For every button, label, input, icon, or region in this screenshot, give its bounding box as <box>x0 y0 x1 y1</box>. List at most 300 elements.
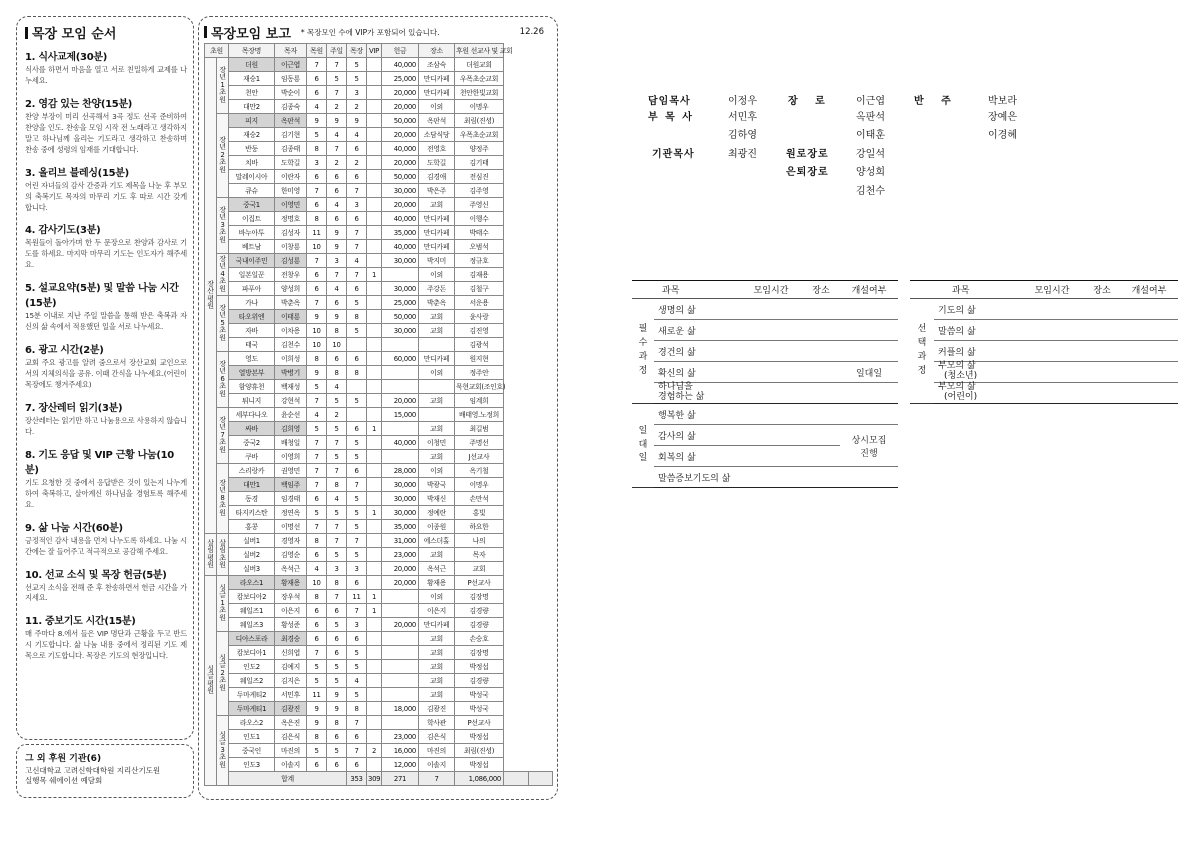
offering-cell: 20,000 <box>382 86 419 100</box>
support-cell: 손만석 <box>455 492 504 506</box>
course-place-cell <box>1084 320 1120 341</box>
mokjang-name-cell: 두마게티1 <box>229 702 275 716</box>
meeting-step-title: 1. 식사교제(30분) <box>25 52 107 63</box>
place-cell: 만디카페 <box>419 72 455 86</box>
members-cell: 7 <box>307 394 327 408</box>
sunday-cell: 4 <box>327 492 347 506</box>
support-cell: 김경량 <box>455 618 504 632</box>
course-name-cell: 커플의 삶 <box>934 341 1084 362</box>
meeting-step <box>25 446 187 511</box>
vip-cell <box>367 254 382 268</box>
mokjang-name-cell: 실버3 <box>229 562 275 576</box>
members-cell: 6 <box>307 618 327 632</box>
sunday-cell: 2 <box>327 156 347 170</box>
support-cell: 최길범 <box>455 422 504 436</box>
sunday-cell: 6 <box>327 170 347 184</box>
staff-name: 김천수 <box>856 186 885 197</box>
table-row <box>205 324 553 338</box>
meet-cell: 7 <box>347 184 367 198</box>
table-row <box>205 380 553 394</box>
mokjang-name-cell: 재승1 <box>229 72 275 86</box>
vip-cell <box>367 436 382 450</box>
cho-won-cell <box>217 464 229 534</box>
table-row <box>205 702 553 716</box>
mokjang-name-cell: 이집트 <box>229 212 275 226</box>
members-cell: 10 <box>307 240 327 254</box>
support-cell: P선교사 <box>455 576 504 590</box>
offering-cell: 50,000 <box>382 114 419 128</box>
mokjang-name-cell: 캄보디아1 <box>229 646 275 660</box>
support-cell: 원지현 <box>455 352 504 366</box>
plain-group-cell <box>205 534 217 576</box>
offering-cell <box>382 366 419 380</box>
leader-cell: 김영순 <box>275 548 307 562</box>
meeting-step-desc: 식사를 하면서 마음을 열고 서로 친밀하게 교제를 나누세요. <box>25 65 187 85</box>
offering-cell: 28,000 <box>382 464 419 478</box>
vip-cell <box>367 646 382 660</box>
total-label: 합계 <box>229 772 347 786</box>
meet-cell: 3 <box>347 562 367 576</box>
support-cell: 김진영 <box>455 324 504 338</box>
meet-cell: 2 <box>347 100 367 114</box>
course-open-cell <box>1120 320 1178 341</box>
vip-cell <box>367 86 382 100</box>
place-cell: 교회 <box>419 450 455 464</box>
sunday-cell: 9 <box>327 226 347 240</box>
vip-cell <box>367 184 382 198</box>
meeting-step-desc: 장산레터는 읽기만 하고 나눔용으로 사용하지 않습니다. <box>25 415 187 436</box>
table-row <box>205 730 553 744</box>
members-cell: 6 <box>307 758 327 772</box>
sunday-cell: 2 <box>327 100 347 114</box>
table-row <box>205 310 553 324</box>
place-cell: 교회 <box>419 548 455 562</box>
offering-cell: 15,000 <box>382 408 419 422</box>
members-cell: 3 <box>307 156 327 170</box>
mokjang-name-cell: 바누아투 <box>229 226 275 240</box>
place-cell: 교회 <box>419 632 455 646</box>
vip-cell <box>367 618 382 632</box>
members-cell: 6 <box>307 72 327 86</box>
sunday-cell: 7 <box>327 142 347 156</box>
vip-cell <box>367 338 382 352</box>
course-open-note: 일대일 <box>840 362 898 383</box>
course-section-cell <box>910 299 934 404</box>
support-cell: 김기태 <box>455 156 504 170</box>
table-row <box>205 254 553 268</box>
table-row <box>205 674 553 688</box>
mokjang-name-cell: 함양휴천 <box>229 380 275 394</box>
members-cell: 8 <box>307 534 327 548</box>
meet-cell <box>347 380 367 394</box>
cho-won-cell <box>217 296 229 352</box>
sunday-cell: 7 <box>327 520 347 534</box>
meeting-step-title: 6. 광고 시간(2분) <box>25 345 104 357</box>
support-cell: 박태수 <box>455 226 504 240</box>
cho-won-label: 장 년 5 초 원 <box>219 304 226 342</box>
meeting-step <box>25 399 187 438</box>
course-place-cell <box>1084 383 1120 404</box>
meeting-step-title: 11. 중보기도 시간(15분) <box>25 616 136 628</box>
vip-cell <box>367 450 382 464</box>
course-open-cell <box>1120 362 1178 383</box>
meeting-order-panel <box>16 16 194 740</box>
course-name-cell: 회복의 삶 <box>654 446 802 467</box>
staff-label: 은퇴장로 <box>786 167 829 178</box>
mokjang-name-cell: 세부다나오 <box>229 408 275 422</box>
sunday-cell: 4 <box>327 282 347 296</box>
vip-cell <box>367 534 382 548</box>
leader-cell: 임경태 <box>275 492 307 506</box>
members-cell: 11 <box>307 226 327 240</box>
sunday-cell: 7 <box>327 590 347 604</box>
members-cell: 10 <box>307 576 327 590</box>
support-cell: 목자 <box>455 548 504 562</box>
meeting-step <box>25 164 187 214</box>
leader-cell: 전창우 <box>275 268 307 282</box>
meet-cell: 7 <box>347 744 367 758</box>
place-cell: 교회 <box>419 324 455 338</box>
course-header-row <box>632 281 898 299</box>
vip-cell <box>367 128 382 142</box>
offering-cell: 20,000 <box>382 128 419 142</box>
table-row <box>205 282 553 296</box>
offering-cell: 30,000 <box>382 254 419 268</box>
table-row <box>205 72 553 86</box>
sunday-cell: 5 <box>327 394 347 408</box>
vip-cell <box>367 464 382 478</box>
place-cell: 만디카페 <box>419 86 455 100</box>
col-header: 목장 <box>347 44 367 58</box>
members-cell: 9 <box>307 310 327 324</box>
table-row <box>205 352 553 366</box>
members-cell: 7 <box>307 58 327 72</box>
sunday-cell: 6 <box>327 646 347 660</box>
meeting-step-desc: 기도 요청한 것 중에서 응답받은 것이 있는지 나누게 하여 축복하고, 살아계신 하나님을 경험토록 해주세요. <box>25 477 187 509</box>
meeting-step-title: 7. 장산레터 읽기(3분) <box>25 402 123 414</box>
mokjang-name-cell: 열방본부 <box>229 366 275 380</box>
course-section-label: 일 대 일 <box>638 425 648 464</box>
place-cell: 조삼숙 <box>419 58 455 72</box>
place-cell <box>419 380 455 394</box>
place-cell: 교회 <box>419 394 455 408</box>
cho-won-label: 장 년 7 초 원 <box>219 416 226 454</box>
meet-cell: 9 <box>347 114 367 128</box>
cho-won-cell <box>217 58 229 114</box>
table-row <box>205 198 553 212</box>
sunday-cell: 9 <box>327 310 347 324</box>
meet-cell: 6 <box>347 212 367 226</box>
mokjang-name-cell: 영도 <box>229 352 275 366</box>
members-cell: 5 <box>307 744 327 758</box>
course-row <box>632 320 898 341</box>
place-cell: 이은지 <box>419 604 455 618</box>
sunday-cell: 5 <box>327 744 347 758</box>
meet-cell: 6 <box>347 632 367 646</box>
support-cell: 양정주 <box>455 142 504 156</box>
leader-cell: 경영자 <box>275 534 307 548</box>
meeting-step-desc: 선교지 소식을 전해 준 후 찬송하면서 헌금 시간을 가지세요. <box>25 582 187 603</box>
mokjang-name-cell: 웨일즈3 <box>229 618 275 632</box>
meeting-step-desc: 긍정적인 감사 내용을 먼저 나누도록 하세요. 나눔 시간에는 잘 들어주고 적극적으로 공감해 주세요. <box>25 535 187 556</box>
leader-cell: 장우석 <box>275 590 307 604</box>
leader-cell: 박춘옥 <box>275 296 307 310</box>
table-row <box>205 268 553 282</box>
meet-cell: 7 <box>347 716 367 730</box>
members-cell: 6 <box>307 282 327 296</box>
meeting-step <box>25 95 187 156</box>
meet-cell: 5 <box>347 548 367 562</box>
course-name-cell: 행복한 삶 <box>654 404 802 425</box>
table-row <box>205 660 553 674</box>
mokjang-name-cell: 실버1 <box>229 534 275 548</box>
mokjang-name-cell: 쿠바 <box>229 450 275 464</box>
offering-cell: 30,000 <box>382 492 419 506</box>
cho-won-label: 장 년 1 초 원 <box>219 66 226 104</box>
support-cell: 김광석 <box>455 338 504 352</box>
mokjang-name-cell: 재승2 <box>229 128 275 142</box>
place-cell: 교회 <box>419 674 455 688</box>
course-open-cell <box>840 299 898 320</box>
members-cell: 4 <box>307 408 327 422</box>
members-cell: 7 <box>307 254 327 268</box>
offering-cell: 30,000 <box>382 282 419 296</box>
sunday-cell: 4 <box>327 128 347 142</box>
members-cell: 6 <box>307 492 327 506</box>
leader-cell: 이창룡 <box>275 240 307 254</box>
staff-name: 이정우 <box>728 96 757 107</box>
offering-cell <box>382 646 419 660</box>
leader-cell: 배청일 <box>275 436 307 450</box>
meet-cell: 11 <box>347 590 367 604</box>
support-cell: 박성국 <box>455 702 504 716</box>
sponsor-line-2: 실행목 쉐에이션 예담회 <box>25 776 103 786</box>
leader-cell: 이태룡 <box>275 310 307 324</box>
members-cell: 9 <box>307 702 327 716</box>
table-row <box>205 492 553 506</box>
place-cell <box>419 338 455 352</box>
cho-won-label: 장 년 6 초 원 <box>219 360 226 398</box>
meeting-step-title: 8. 기도 응답 및 VIP 근황 나눔(10분) <box>25 449 174 476</box>
total-meet: 271 <box>382 772 419 786</box>
table-row <box>205 520 553 534</box>
vip-cell <box>367 478 382 492</box>
leader-cell: 박병기 <box>275 366 307 380</box>
offering-cell <box>382 380 419 394</box>
sunday-cell: 5 <box>327 422 347 436</box>
leader-cell: 김은식 <box>275 730 307 744</box>
place-cell: 이외 <box>419 100 455 114</box>
support-cell: 박정섭 <box>455 758 504 772</box>
members-cell: 6 <box>307 198 327 212</box>
offering-cell: 30,000 <box>382 506 419 520</box>
meet-cell: 7 <box>347 240 367 254</box>
cho-won-label: 장 년 4 초 원 <box>219 255 226 293</box>
meet-cell: 5 <box>347 688 367 702</box>
col-header: 헌금 <box>382 44 419 58</box>
offering-cell: 60,000 <box>382 352 419 366</box>
mokjang-name-cell: 라오스1 <box>229 576 275 590</box>
table-row <box>205 436 553 450</box>
course-row <box>632 425 898 446</box>
vip-cell <box>367 72 382 86</box>
leader-cell: 김희영 <box>275 422 307 436</box>
support-cell: 김경량 <box>455 604 504 618</box>
vip-cell <box>367 548 382 562</box>
meet-cell: 5 <box>347 394 367 408</box>
staff-label: 부 목 사 <box>648 112 693 123</box>
leader-cell: 김예지 <box>275 660 307 674</box>
support-cell: 김장명 <box>455 646 504 660</box>
table-row <box>205 478 553 492</box>
members-cell: 9 <box>307 716 327 730</box>
leader-cell: 김성룡 <box>275 254 307 268</box>
meet-cell: 5 <box>347 58 367 72</box>
course-name-cell: 생명의 삶 <box>654 299 802 320</box>
leader-cell: 김광진 <box>275 702 307 716</box>
mokjang-name-cell: 라오스2 <box>229 716 275 730</box>
vip-cell <box>367 576 382 590</box>
leader-cell: 마진의 <box>275 744 307 758</box>
table-row <box>205 422 553 436</box>
leader-cell: 김기현 <box>275 128 307 142</box>
staff-name: 장예은 <box>988 112 1017 123</box>
support-cell: 이명우 <box>455 478 504 492</box>
offering-cell: 40,000 <box>382 142 419 156</box>
table-row <box>205 562 553 576</box>
place-cell: 박춘옥 <box>419 296 455 310</box>
meeting-step-desc: 어린 자녀들의 감사 간증과 기도 제목을 나눈 후 부모의 축복기도 목자의 마무리 기도 후 따로 시간 갖게 합니다. <box>25 180 187 212</box>
course-row <box>632 362 898 383</box>
leader-cell: 옥은진 <box>275 716 307 730</box>
course-place-cell <box>1084 341 1120 362</box>
offering-cell: 40,000 <box>382 436 419 450</box>
course-open-cell <box>1120 299 1178 320</box>
course-row <box>632 341 898 362</box>
mokjang-name-cell: 동경 <box>229 492 275 506</box>
course-section-cell <box>632 299 654 404</box>
meet-cell: 8 <box>347 702 367 716</box>
members-cell: 7 <box>307 520 327 534</box>
course-name-cell: 말씀의 삶 <box>934 320 1084 341</box>
offering-cell: 23,000 <box>382 730 419 744</box>
support-cell: P선교사 <box>455 716 504 730</box>
table-row <box>205 142 553 156</box>
place-cell: 이외 <box>419 590 455 604</box>
course-open-cell <box>840 467 898 488</box>
vip-cell: 1 <box>367 506 382 520</box>
meeting-step-desc: 15분 이내로 지난 주일 말씀을 통해 받은 축복과 자신의 삶 속에서 적용했던 일을 서로 나누세요. <box>25 311 187 332</box>
support-cell: 더원교회 <box>455 58 504 72</box>
course-place-cell <box>802 446 840 467</box>
leader-cell: 이영민 <box>275 198 307 212</box>
offering-cell: 20,000 <box>382 100 419 114</box>
vip-cell <box>367 100 382 114</box>
meet-cell: 7 <box>347 226 367 240</box>
table-row <box>205 534 553 548</box>
course-place-cell <box>1084 299 1120 320</box>
cho-won-label: 장 년 8 초 원 <box>219 479 226 517</box>
course-place-cell <box>802 362 840 383</box>
members-cell: 7 <box>307 464 327 478</box>
members-cell: 5 <box>307 128 327 142</box>
meeting-step-desc: 매 주마다 8.에서 들은 VIP 명단과 근황을 두고 반드시 기도합니다. 삶 나눔 내용 중에서 정리된 기도 제목으로 기도합니다. 목장은 기도의 현장입니다. <box>25 629 187 661</box>
offering-cell: 50,000 <box>382 170 419 184</box>
col-header: 초원 <box>205 44 229 58</box>
report-header-row <box>205 44 553 58</box>
sunday-cell: 7 <box>327 534 347 548</box>
offering-cell: 20,000 <box>382 394 419 408</box>
sunday-cell: 5 <box>327 660 347 674</box>
sunday-cell: 7 <box>327 268 347 282</box>
mokjang-name-cell: 중국2 <box>229 436 275 450</box>
sunday-cell: 5 <box>327 618 347 632</box>
report-body <box>205 58 553 786</box>
sunday-cell: 5 <box>327 72 347 86</box>
sunday-cell: 3 <box>327 254 347 268</box>
meeting-order-title: 목장 모임 순서 <box>25 23 187 42</box>
meet-cell: 6 <box>347 422 367 436</box>
col-header: 주일 <box>327 44 347 58</box>
leader-cell: 박순이 <box>275 86 307 100</box>
report-panel <box>198 16 558 800</box>
mokjang-name-cell: 캄보디아2 <box>229 590 275 604</box>
course-col-header: 장소 <box>1084 281 1120 299</box>
cho-won-cell <box>217 254 229 296</box>
vip-cell: 1 <box>367 268 382 282</box>
cho-won-label: 싱 글 2 초 원 <box>219 654 226 692</box>
meeting-step <box>25 519 187 558</box>
meet-cell: 5 <box>347 450 367 464</box>
mokjang-name-cell: 타지키스탄 <box>229 506 275 520</box>
place-cell: 이외 <box>419 464 455 478</box>
course-place-cell <box>802 425 840 446</box>
leader-cell: 백임주 <box>275 478 307 492</box>
sunday-cell: 2 <box>327 408 347 422</box>
place-cell: 이종원 <box>419 520 455 534</box>
table-row <box>205 688 553 702</box>
table-row <box>205 184 553 198</box>
leader-cell: 황성준 <box>275 618 307 632</box>
mokjang-name-cell: 홍콩 <box>229 520 275 534</box>
table-row <box>205 618 553 632</box>
report-header <box>204 23 552 41</box>
leader-cell: 옥판석 <box>275 114 307 128</box>
plain-group-cell <box>205 58 217 534</box>
place-cell: 도학길 <box>419 156 455 170</box>
total-offering: 1,086,000 <box>455 772 504 786</box>
offering-cell <box>382 660 419 674</box>
cho-won-cell <box>217 408 229 464</box>
meet-cell: 5 <box>347 296 367 310</box>
place-cell: 박재신 <box>419 492 455 506</box>
course-name-cell: 기도의 삶 <box>934 299 1084 320</box>
vip-cell <box>367 142 382 156</box>
table-row <box>205 450 553 464</box>
course-col-header: 모임시간 <box>1020 281 1084 299</box>
meet-cell: 3 <box>347 618 367 632</box>
sunday-cell: 6 <box>327 730 347 744</box>
course-open-note: 상시모집 진행 <box>840 425 898 467</box>
meet-cell: 4 <box>347 128 367 142</box>
members-cell: 11 <box>307 688 327 702</box>
place-cell: 교회 <box>419 422 455 436</box>
meeting-step-desc: 교회 주요 광고를 알려 줌으로서 장산교회 교인으로서의 지체의식을 공유. 이때 간식을 나누세요.(어린이 목장에도 챙겨주세요) <box>25 358 187 389</box>
leader-cell: 김종태 <box>275 142 307 156</box>
table-row <box>205 646 553 660</box>
course-col-header: 개설여부 <box>840 281 898 299</box>
members-cell: 4 <box>307 100 327 114</box>
